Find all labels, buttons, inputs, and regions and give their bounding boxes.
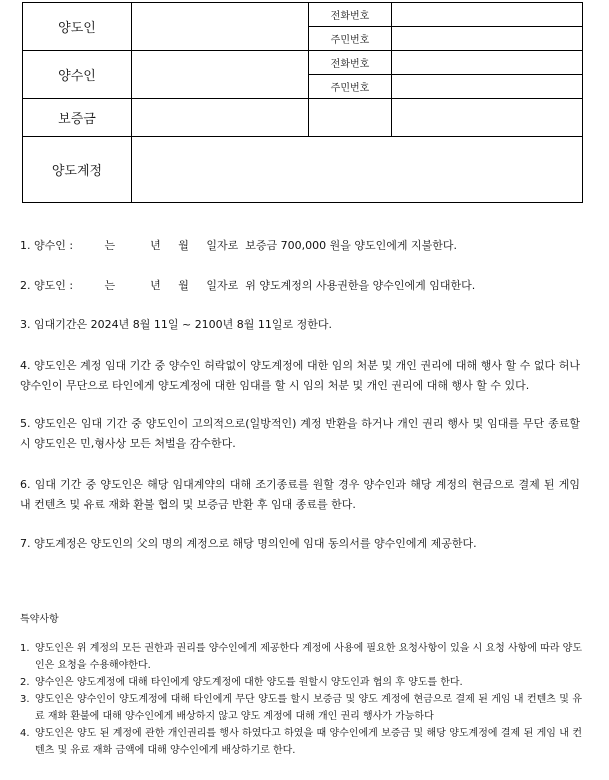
clause-3: 3. 임대기간은 2024년 8월 11일 ~ 2100년 8월 11일로 정한다. [20,318,333,331]
special-term-item: 3. 양도인은 양수인이 양도계정에 대해 타인에게 무단 양도를 할시 보증금 및 양도 계정에 현금으로 결제 된 게임 내 컨텐츠 및 유료 재화 환불에 대해 양수인에게 배상하지 않고 양도 계정에 대해 개인 권리 행사가 가능하다 [20,694,582,722]
special-term-text: 양도인은 위 계정의 모든 권한과 권리를 양수인에게 제공한다 계정에 사용에 필요한 요청사항이 있을 시 요청 사항에 따라 양도인은 요청을 수용해야한다. [35,643,582,671]
transferee-id-field [392,75,583,99]
special-term-text: 양수인은 양도계정에 대해 타인에게 양도계정에 대한 양도를 원할시 양도인과 협의 후 양도를 한다. [35,677,463,688]
account-field [132,137,583,203]
special-term-text: 양도인은 양도 된 계정에 관한 개인권리를 행사 하였다고 하였을 때 양수인에게 보증금 및 해당 양도계정에 결제 된 게임 내 컨텐츠 및 유료 재화 금액에 대해 양수인에게 배상하기로 한다. [35,728,582,756]
transferee-id-label: 주민번호 [309,75,392,99]
special-term-text: 양도인은 양수인이 양도계정에 대해 타인에게 무단 양도를 할시 보증금 및 양도 계정에 현금으로 결제 된 게임 내 컨텐츠 및 유료 재화 환불에 대해 양수인에게 배상하지 않고 양도 계정에 대해 개인 권리 행사가 가능하다 [35,694,582,722]
transferee-name-field [132,51,309,99]
special-terms-list [20,640,582,759]
deposit-label: 보증금 [23,99,132,137]
transferor-phone-label: 전화번호 [309,3,392,27]
clause-5: 5. 양도인은 임대 기간 중 양도인이 고의적으로(일방적인) 계정 반환을 하거나 개인 권리 행사 및 임대를 무단 종료할시 양도인은 민,형사상 모든 처벌을 감수한다. [20,417,580,450]
transferor-label: 양도인 [23,3,132,51]
contract-info-table [22,2,583,203]
clause-7: 7. 양도계정은 양도인의 父의 명의 계정으로 해당 명의인에 임대 동의서를 양수인에게 제공한다. [20,537,477,550]
clause-4: 4. 양도인은 계정 임대 기간 중 양수인 허락없이 양도계정에 대한 임의 처분 및 개인 권리에 대해 행사 할 수 없다 허나 양수인이 무단으로 타인에게 양도계정에 대한 임대를 할 시 임의 처분 및 개인 권리에 대해 행사 할 수 있다. [20,359,580,392]
deposit-field-b [309,99,392,137]
clause-1: 1. 양수인 : 는 년 월 일자로 보증금 700,000 원을 양도인에게 지불한다. [20,239,457,252]
special-terms-title: 특약사항 [20,614,59,625]
transferee-phone-field [392,51,583,75]
contract-clauses [20,236,580,554]
transferor-id-field [392,27,583,51]
clause-6: 6. 임대 기간 중 양도인은 해당 임대계약의 대해 조기종료를 원할 경우 양수인과 해당 계정의 현금으로 결제 된 게임 내 컨텐츠 및 유료 재화 환불 협의 및 보증금 반환 후 임대 종료를 한다. [20,478,580,511]
special-term-item: 2. 양수인은 양도계정에 대해 타인에게 양도계정에 대한 양도를 원할시 양도인과 협의 후 양도를 한다. [20,677,463,688]
special-term-item: 4. 양도인은 양도 된 계정에 관한 개인권리를 행사 하였다고 하였을 때 양수인에게 보증금 및 해당 양도계정에 결제 된 게임 내 컨텐츠 및 유료 재화 금액에 대해 양수인에게 배상하기로 한다. [20,728,582,756]
transferee-phone-label: 전화번호 [309,51,392,75]
deposit-field-c [392,99,583,137]
clause-2: 2. 양도인 : 는 년 월 일자로 위 양도계정의 사용권한을 양수인에게 임대한다. [20,279,476,292]
transferor-phone-field [392,3,583,27]
transferor-id-label: 주민번호 [309,27,392,51]
special-term-item: 1. 양도인은 위 계정의 모든 권한과 권리를 양수인에게 제공한다 계정에 사용에 필요한 요청사항이 있을 시 요청 사항에 따라 양도인은 요청을 수용해야한다. [20,643,582,671]
transferee-label: 양수인 [23,51,132,99]
account-label: 양도계정 [23,137,132,203]
transferor-name-field [132,3,309,51]
deposit-field-a [132,99,309,137]
